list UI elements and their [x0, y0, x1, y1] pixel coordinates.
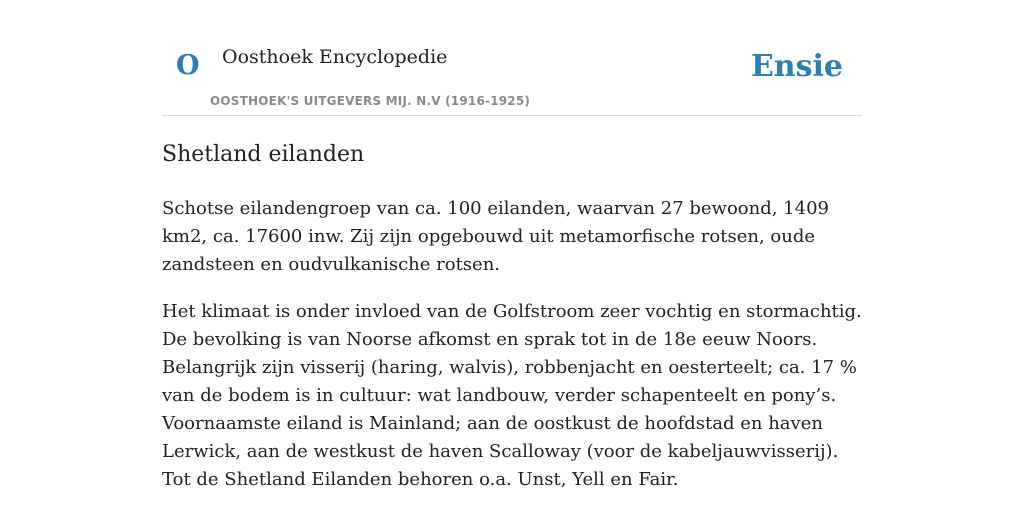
source-logo[interactable]: O [176, 50, 200, 81]
source-header [162, 0, 862, 116]
page-content [162, 0, 862, 494]
entry-paragraph-2: Het klimaat is onder invloed van de Golfstroom zeer vochtig en stormachtig. De bevolking is van Noorse afkomst en sprak tot in de 18e eeuw Noors. Belangrijk zijn visserij (haring, walvis), robbenjacht en oesterteelt; ca. 17 % van de bodem is in cultuur: wat landbouw, verder schapenteelt en pony’s. Voornaamste eiland is Mainland; aan de oostkust de hoofdstad en haven Lerwick, aan de westkust de haven Scalloway (voor de kabeljauwvisserij). Tot de Shetland Eilanden behoren o.a. Unst, Yell en Fair. [162, 300, 862, 490]
entry-title: Shetland eilanden [162, 142, 365, 167]
source-title-link[interactable]: Oosthoek Encyclopedie [222, 46, 448, 68]
ensie-brand-link[interactable]: Ensie [750, 49, 843, 84]
entry-paragraph-1: Schotse eilandengroep van ca. 100 eilanden, waarvan 27 bewoond, 1409 km2, ca. 17600 inw. Zij zijn opgebouwd uit metamorfische rotsen, oude zandsteen en oudvulkanische rotsen. [162, 197, 829, 275]
source-subtitle: OOSTHOEK'S UITGEVERS MIJ. N.V (1916-1925) [210, 94, 531, 108]
